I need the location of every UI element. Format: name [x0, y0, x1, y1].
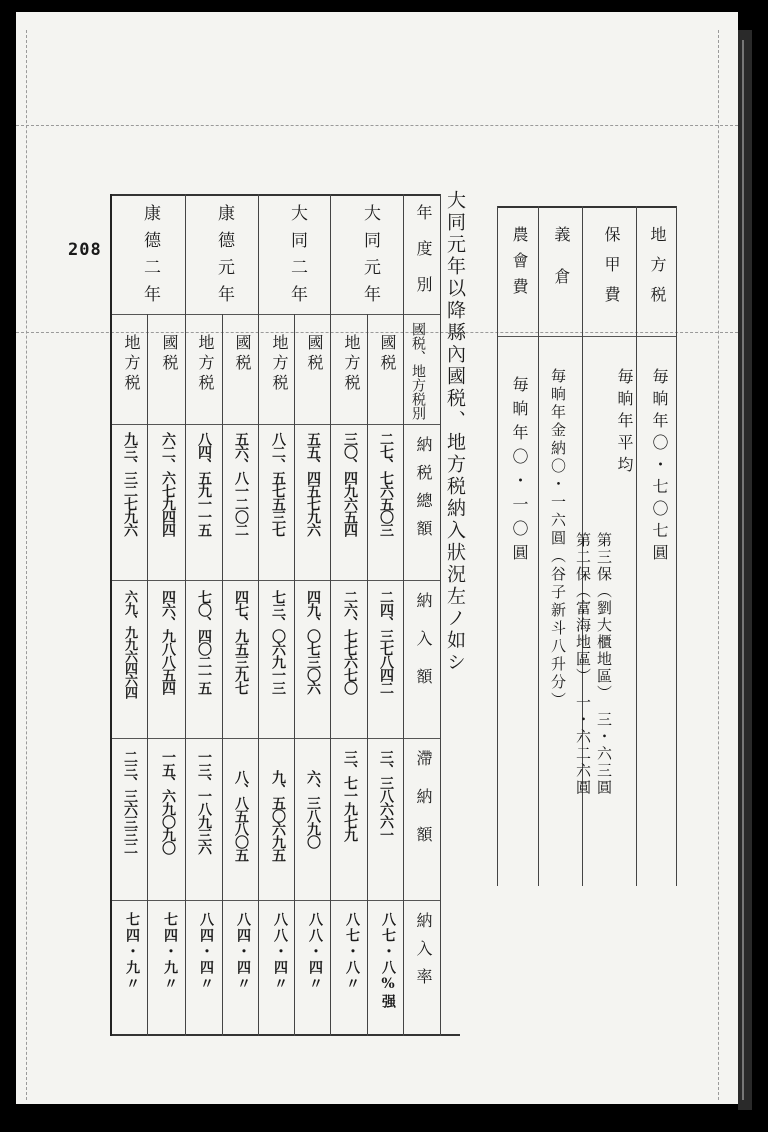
label-local-tax: 地方税 [648, 226, 667, 316]
tax-type-label: 地方税 [122, 334, 141, 394]
paid-value: 七三、〇六九一三 [270, 590, 286, 694]
table-border [110, 1034, 460, 1036]
header-paid: 納入額 [414, 592, 433, 706]
arrears-value: 一三、一八九三六 [196, 750, 212, 854]
paid-value: 七〇、四〇二一五 [196, 590, 212, 694]
book-spine [738, 30, 752, 1110]
arrears-value: 二三、三六三三二 [122, 750, 138, 854]
value-hoko-line3: 第二保（富海地區） 一・六二六圓 [574, 532, 592, 797]
scan-guide-line [718, 30, 719, 1100]
paid-value: 二六、七七六七〇 [342, 590, 358, 694]
table-border [110, 194, 440, 196]
table-border [676, 206, 677, 886]
rate-value: 七四・九〃 [124, 912, 140, 992]
total-value: 三〇、四九六五四 [342, 432, 358, 536]
label-granary: 義倉 [552, 226, 571, 310]
table-border [147, 314, 148, 1036]
value-hoko-line2: 第三保（劉大櫃地區） 三・六三圓 [595, 532, 613, 797]
value-agri-fee: 毎晌年〇・一〇圓 [510, 376, 529, 568]
total-value: 五六、八一二〇二 [233, 432, 249, 536]
paid-value: 四六、九八八五四 [160, 590, 176, 694]
year-label: 康德二年 [140, 204, 160, 312]
paid-value: 六九、九九六四六四 [122, 590, 137, 698]
header-year: 年度別 [414, 204, 433, 312]
rate-value: 七四・九〃 [162, 912, 178, 992]
value-granary: 毎晌年金納〇・一六圓（谷子新斗八升分） [549, 368, 567, 710]
total-value: 五五、四五七九六 [305, 432, 321, 536]
rate-value: 八八・四〃 [272, 912, 288, 992]
header-total: 納税總額 [414, 436, 433, 548]
table-border [110, 738, 440, 739]
rate-value: 八八・四〃 [307, 912, 323, 992]
table-border [403, 194, 404, 1036]
table-border [538, 206, 539, 886]
label-agri-fee: 農會費 [510, 226, 529, 304]
tax-type-label: 地方税 [196, 334, 215, 394]
year-label: 大同元年 [360, 204, 380, 312]
table-border [497, 206, 498, 886]
rate-value: 八四・四〃 [235, 912, 251, 992]
paid-value: 二四、三七八四二 [378, 590, 394, 694]
table-border [222, 314, 223, 1036]
arrears-value: 八、八五八〇五 [233, 770, 249, 861]
arrears-value: 六、三八九〇 [305, 770, 321, 848]
rate-value: 八四・四〃 [198, 912, 214, 992]
tax-type-label: 國税 [305, 334, 324, 374]
total-value: 九三、三二七九六 [122, 432, 138, 536]
scan-guide-line [26, 30, 27, 1100]
year-label: 大同二年 [287, 204, 307, 312]
tax-type-label: 地方税 [342, 334, 361, 394]
header-tax-type: 國税、地方税別 [410, 322, 426, 420]
table-border [497, 206, 677, 208]
arrears-value: 一五、六九〇九〇 [160, 750, 176, 854]
table-border [497, 336, 677, 337]
document-title: 大同元年以降縣內國税、地方税納入狀況左ノ如シ [444, 190, 466, 674]
value-local-tax: 毎晌年〇・七〇七圓 [650, 368, 669, 566]
rate-value: 八七・八〃 [344, 912, 360, 992]
total-value: 八四、五九一一五 [196, 432, 212, 536]
table-border [110, 314, 440, 315]
total-value: 二七、七六五〇三 [378, 432, 394, 536]
paid-value: 四七、九五三九七 [233, 590, 249, 694]
scan-guide-line [16, 125, 738, 126]
table-border [258, 194, 259, 1036]
table-border [185, 194, 186, 1036]
table-border [636, 206, 637, 886]
table-border [110, 424, 440, 425]
table-border [110, 580, 440, 581]
table-border [110, 194, 112, 1036]
arrears-value: 九、五〇六九五 [270, 770, 286, 861]
table-border [330, 194, 331, 1036]
value-hoko-line1: 毎晌年平均 [615, 368, 634, 478]
tax-type-label: 國税 [160, 334, 179, 374]
table-border [440, 194, 441, 1036]
table-border [110, 900, 440, 901]
header-arrears: 滯納額 [414, 750, 433, 864]
header-rate: 納入率 [414, 912, 433, 996]
table-border [294, 314, 295, 1036]
total-value: 六二、六七九四四 [160, 432, 176, 536]
total-value: 八二、五七五三七 [270, 432, 286, 536]
table-border [367, 314, 368, 1036]
scan-guide-line [16, 332, 738, 333]
page-number: 208 [68, 240, 102, 260]
year-label: 康德元年 [214, 204, 234, 312]
spine-edge-line [742, 40, 744, 1100]
tax-type-label: 國税 [378, 334, 397, 374]
arrears-value: 三、七一九七九 [342, 750, 358, 841]
tax-type-label: 地方税 [270, 334, 289, 394]
rate-value: 八七・八%强 [380, 912, 396, 1010]
paid-value: 四九、〇七三〇六 [305, 590, 321, 694]
arrears-value: 三、三八六六一 [378, 750, 394, 841]
label-hoko-fee: 保甲費 [602, 226, 621, 316]
tax-type-label: 國税 [233, 334, 252, 374]
